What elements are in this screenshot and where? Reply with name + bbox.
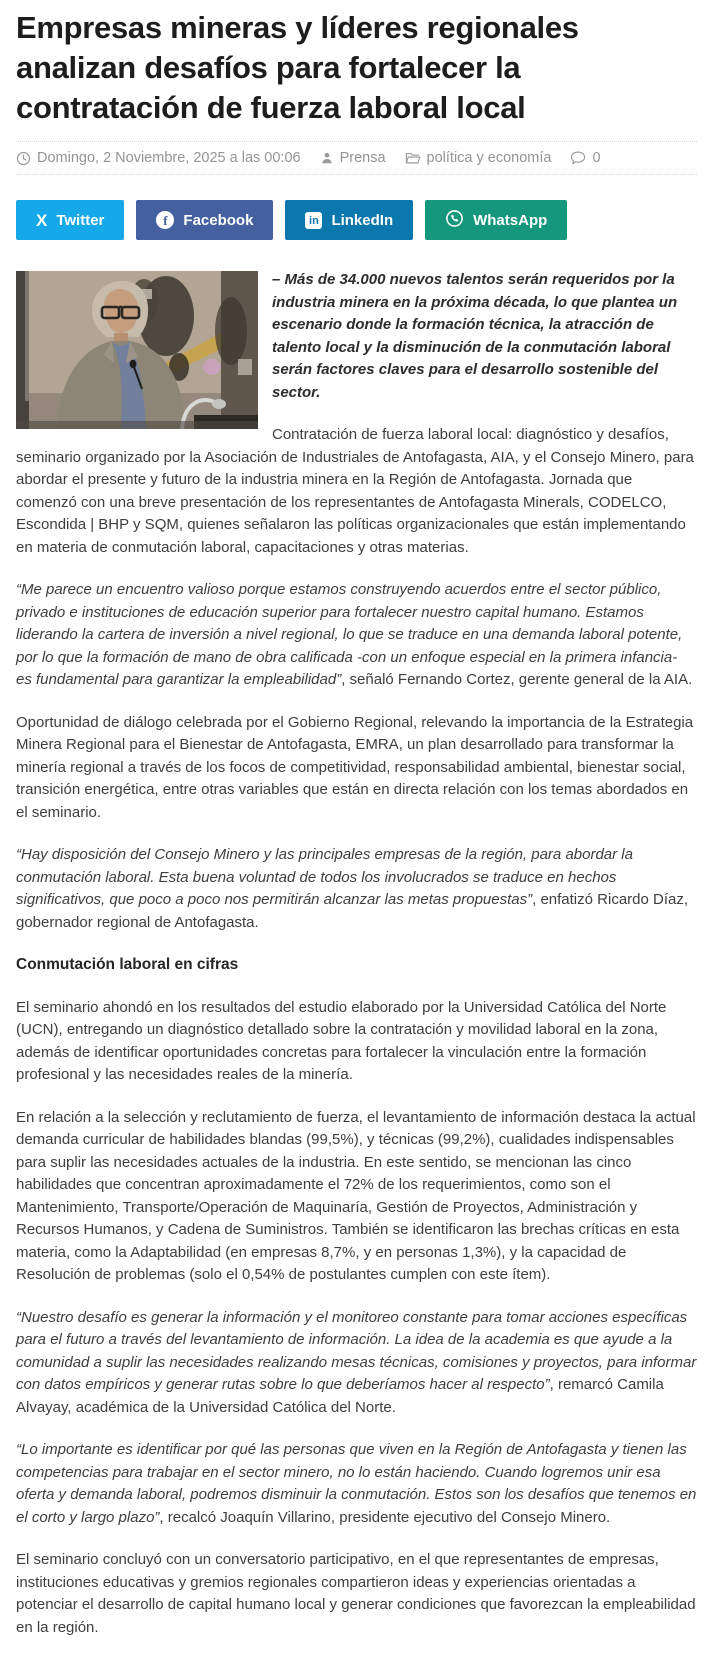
- clock-icon: [16, 151, 31, 166]
- lead-paragraph: – Más de 34.000 nuevos talentos serán requeridos por la industria minera en la próxima década, lo que plantea un escenario donde la formación técnica, la atracción de talento local y la disminución de la conmutación laboral serán factores claves para el desarrollo sostenible del sector.: [272, 271, 678, 401]
- whatsapp-icon: [445, 209, 464, 232]
- quote-text: “Lo importante es identificar por qué las personas que viven en la Región de Antofagasta y tienen las competencias para trabajar en el sector minero, no lo están haciendo. Cuando logremos unir esa oferta y demanda laboral, podremos disminuir la conmutación. Estos son los desafíos que tenemos en el corto y largo plazo”: [16, 1441, 697, 1526]
- meta-author[interactable]: [320, 150, 386, 166]
- linkedin-in-glyph: in: [309, 215, 319, 228]
- linkedin-icon: [305, 212, 322, 229]
- meta-date: [16, 150, 301, 166]
- x-icon: X: [36, 210, 48, 230]
- meta-author-label: Prensa: [339, 150, 386, 166]
- paragraph-habilidades: En relación a la selección y reclutamiento de fuerza, el levantamiento de información destaca la actual demanda curricular de habilidades blandas (99,5%), y técnicas (99,2%), cualidades indispensables para suplir las necesidades actuales de la industria. En este sentido, se mencionan las cinco habilidades que concentran aproximadamente el 72% de los requerimientos, como son el Mantenimiento, Transporte/Operación de Maquinaría, Gestión de Proyectos, Administración y Recursos Humanos, y Cadena de Suministros. También se identificaron las brechas críticas en esta materia, como la Adaptabilidad (en empresas 8,7%, y en personas 1,3%), y la capacidad de Resolución de problemas (solo el 0,54% de postulantes cumplen con este ítem).: [16, 1108, 696, 1283]
- share-buttons: [16, 200, 697, 240]
- meta-category[interactable]: [405, 150, 552, 166]
- article-page: [0, 8, 713, 1639]
- share-whatsapp-button[interactable]: [425, 200, 567, 240]
- quote-attribution: , señaló Fernando Cortez, gerente general de la AIA.: [341, 671, 693, 688]
- facebook-icon: [156, 211, 174, 229]
- quote-camila-alvayay: [16, 1307, 697, 1420]
- user-icon: [320, 151, 334, 165]
- quote-text: “Hay disposición del Consejo Minero y las principales empresas de la región, para abordar la conmutación laboral. Esta buena voluntad de todos los involucrados se traduce en hechos significativos, que poco a poco nos permitirán alcanzar las metas propuestas”: [16, 846, 633, 908]
- share-whatsapp-label: WhatsApp: [473, 211, 548, 229]
- meta-comments-count: 0: [592, 150, 601, 166]
- article-photo: [16, 271, 258, 429]
- paragraph-seminar: Contratación de fuerza laboral local: diagnóstico y desafíos, seminario organizado por la Asociación de Industriales de Antofagasta, AIA, y el Consejo Minero, para abordar el presente y futuro de la industria minera en la Región de Antofagasta. Jornada que comenzó con una breve presentación de los representantes de Antofagasta Minerals, CODELCO, Escondida | BHP y SQM, quienes señalaron las políticas organizacionales que están implementando en materia de conmutación laboral, capacitaciones y otras materias.: [16, 426, 694, 556]
- quote-attribution: , enfatizó Ricardo Díaz, gobernador regional de Antofagasta.: [16, 891, 689, 931]
- subheading-conmutacion: Conmutación laboral en cifras: [16, 956, 239, 973]
- comments-icon: [570, 151, 586, 165]
- facebook-f-glyph: f: [163, 212, 168, 228]
- article-meta-bar: [16, 141, 697, 175]
- page-title: Empresas mineras y líderes regionales analizan desafíos para fortalecer la contratación de fuerza laboral local: [16, 10, 579, 125]
- quote-ricardo-diaz: [16, 844, 697, 934]
- paragraph-estudio-ucn: El seminario ahondó en los resultados del estudio elaborado por la Universidad Católica del Norte (UCN), entregando un diagnóstico detallado sobre la contratación y movilidad laboral en la zona, además de identificar oportunidades concretas para fortalecer la vinculación entre la formación profesional y las necesidades reales de la minería.: [16, 998, 667, 1083]
- share-linkedin-button[interactable]: [285, 200, 413, 240]
- quote-attribution: , remarcó Camila Alvayay, académica de la Universidad Católica del Norte.: [16, 1376, 664, 1416]
- meta-category-label: política y economía: [426, 150, 552, 166]
- meta-comments[interactable]: [570, 150, 600, 166]
- quote-text: “Nuestro desafío es generar la información y el monitoreo constante para tomar acciones específicas para el futuro a través del levantamiento de información. La idea de la academia es que ayude a la comunidad a suplir las necesidades realizando mesas técnicas, comisiones y proyectos, para informar con datos empíricos y generar rutas sobre lo que deberíamos hacer al respecto”: [16, 1308, 697, 1393]
- quote-fernando-cortez: [16, 579, 697, 692]
- quote-text: “Me parece un encuentro valioso porque estamos construyendo acuerdos entre el sector público, privado e instituciones de educación superior para fortalecer nuestro capital humano. Estamos liderando la cartera de inversión a nivel regional, lo que se traduce en una demanda laboral potente, por lo que la formación de mano de obra calificada -con un enfoque especial en la primera infancia- es fundamental para garantizar la empleabilidad”: [16, 581, 683, 688]
- quote-joaquin-villarino: [16, 1439, 697, 1529]
- share-linkedin-label: LinkedIn: [331, 211, 394, 229]
- paragraph-gobierno-regional: Oportunidad de diálogo celebrada por el Gobierno Regional, relevando la importancia de la Estrategia Minera Regional para el Bienestar de Antofagasta, EMRA, un plan desarrollado para transformar la minería regional a través de los focos de competitividad, responsabilidad ambiental, bienestar social, transición energética, entre otras variables que están en directa relación con los temas abordados en el seminario.: [16, 713, 694, 821]
- paragraph-conclusion: El seminario concluyó con un conversatorio participativo, en el que representantes de empresas, instituciones educativas y gremios regionales compartieron ideas y experiencias orientadas a potenciar el desarrollo de capital humano local y generar condiciones que favorezcan la empleabilidad en la región.: [16, 1551, 696, 1636]
- folder-icon: [405, 151, 421, 165]
- share-twitter-button[interactable]: [16, 200, 124, 240]
- meta-date-label: Domingo, 2 Noviembre, 2025 a las 00:06: [37, 150, 301, 166]
- share-facebook-label: Facebook: [183, 211, 254, 229]
- share-facebook-button[interactable]: [136, 200, 273, 240]
- article-body: [16, 269, 697, 1639]
- quote-attribution: , recalcó Joaquín Villarino, presidente ejecutivo del Consejo Minero.: [159, 1508, 611, 1526]
- share-twitter-label: Twitter: [56, 211, 105, 229]
